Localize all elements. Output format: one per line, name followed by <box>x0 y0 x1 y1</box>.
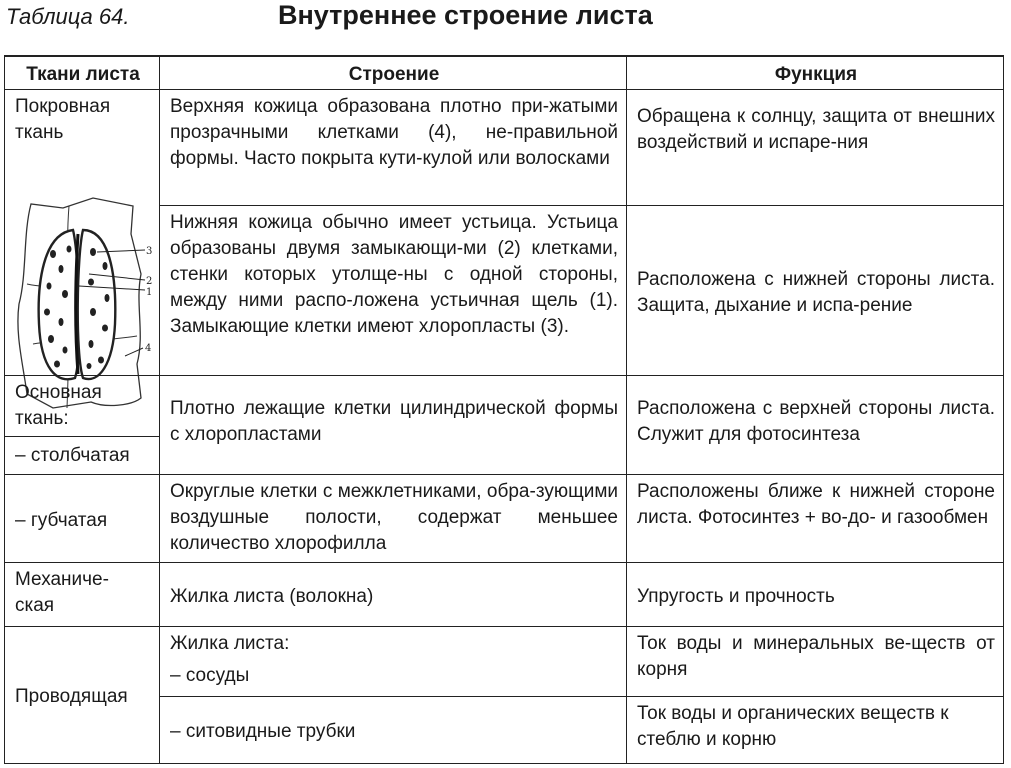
tissue-cell-conducting <box>4 626 159 764</box>
tissue-cell-ground: Основная ткань: <box>4 375 159 436</box>
structure-cell-sieve-tubes <box>159 696 626 764</box>
structure-cell-upper-epidermis: Верхняя кожица образована плотно при-жатыми прозрачными клетками (4), не-правильной формы. Часто покрыта кути-кулой или волосками <box>159 89 626 205</box>
structure-cell-mechanical <box>159 562 626 626</box>
tissue-label-integumentary: Покровная ткань <box>15 96 111 143</box>
function-cell-sieve-tubes: Ток воды и органических веществ к стеблю и корню <box>626 696 1004 764</box>
structure-text-vessels: – сосуды <box>170 665 250 686</box>
function-cell-vessels: Ток воды и минеральных ве-ществ от корня <box>626 626 1004 696</box>
structure-text-sieve-tubes: – ситовидные трубки <box>170 721 356 742</box>
tissue-label-conducting: Проводящая <box>15 686 128 707</box>
function-text-lower-epidermis: Расположена с нижней стороны листа. Защита, дыхание и испа-рение <box>637 268 995 316</box>
figure-label-1: 1 <box>146 287 153 298</box>
function-cell-lower-epidermis <box>626 205 1004 375</box>
function-cell-upper-epidermis: Обращена к солнцу, защита от внешних воздействий и испаре-ния <box>626 89 1004 205</box>
page-title: Внутреннее строение листа <box>278 0 653 30</box>
structure-text-mechanical: Жилка листа (волокна) <box>170 585 374 607</box>
tissue-cell-mechanical <box>4 562 159 626</box>
function-cell-mechanical <box>626 562 1004 626</box>
structure-lead-vein: Жилка листа: <box>170 633 290 654</box>
table-number: Таблица 64. <box>6 4 130 29</box>
header-function: Функция <box>626 55 1004 89</box>
function-cell-spongy: Расположены ближе к нижней стороне листа. Фотосинтез + во-до- и газообмен <box>626 474 1004 562</box>
figure-label-4: 4 <box>145 343 152 354</box>
structure-cell-lower-epidermis: Нижняя кожица обычно имеет устьица. Устьица образованы двумя замыкающи-ми (2) клетками, стенки которых утолще-ны с одной стороны, между ними распо-ложена устьичная щель (1). Замыкающие клетки имеют хлоропласты (3). <box>159 205 626 375</box>
tissue-cell-palisade: – столбчатая <box>4 436 159 474</box>
structure-cell-spongy: Округлые клетки с межклетниками, обра-зующими воздушные полости, содержат меньшее количество хлорофилла <box>159 474 626 562</box>
figure-label-3: 3 <box>146 246 153 257</box>
structure-cell-vessels <box>159 626 626 696</box>
structure-cell-palisade: Плотно лежащие клетки цилиндрической формы с хлоропластами <box>159 375 626 474</box>
tissue-cell-spongy <box>4 474 159 562</box>
tissue-label-mechanical: Механиче-ская <box>15 569 109 616</box>
header-tissue: Ткани листа <box>4 55 159 89</box>
function-text-mechanical: Упругость и прочность <box>637 585 835 607</box>
function-cell-palisade: Расположена с верхней стороны листа. Служит для фотосинтеза <box>626 375 1004 474</box>
tissue-label-spongy: – губчатая <box>15 509 108 531</box>
tissue-cell-integumentary <box>4 89 159 375</box>
figure-label-2: 2 <box>146 276 153 287</box>
header-structure: Строение <box>159 55 626 89</box>
leaf-structure-table <box>4 55 1004 764</box>
